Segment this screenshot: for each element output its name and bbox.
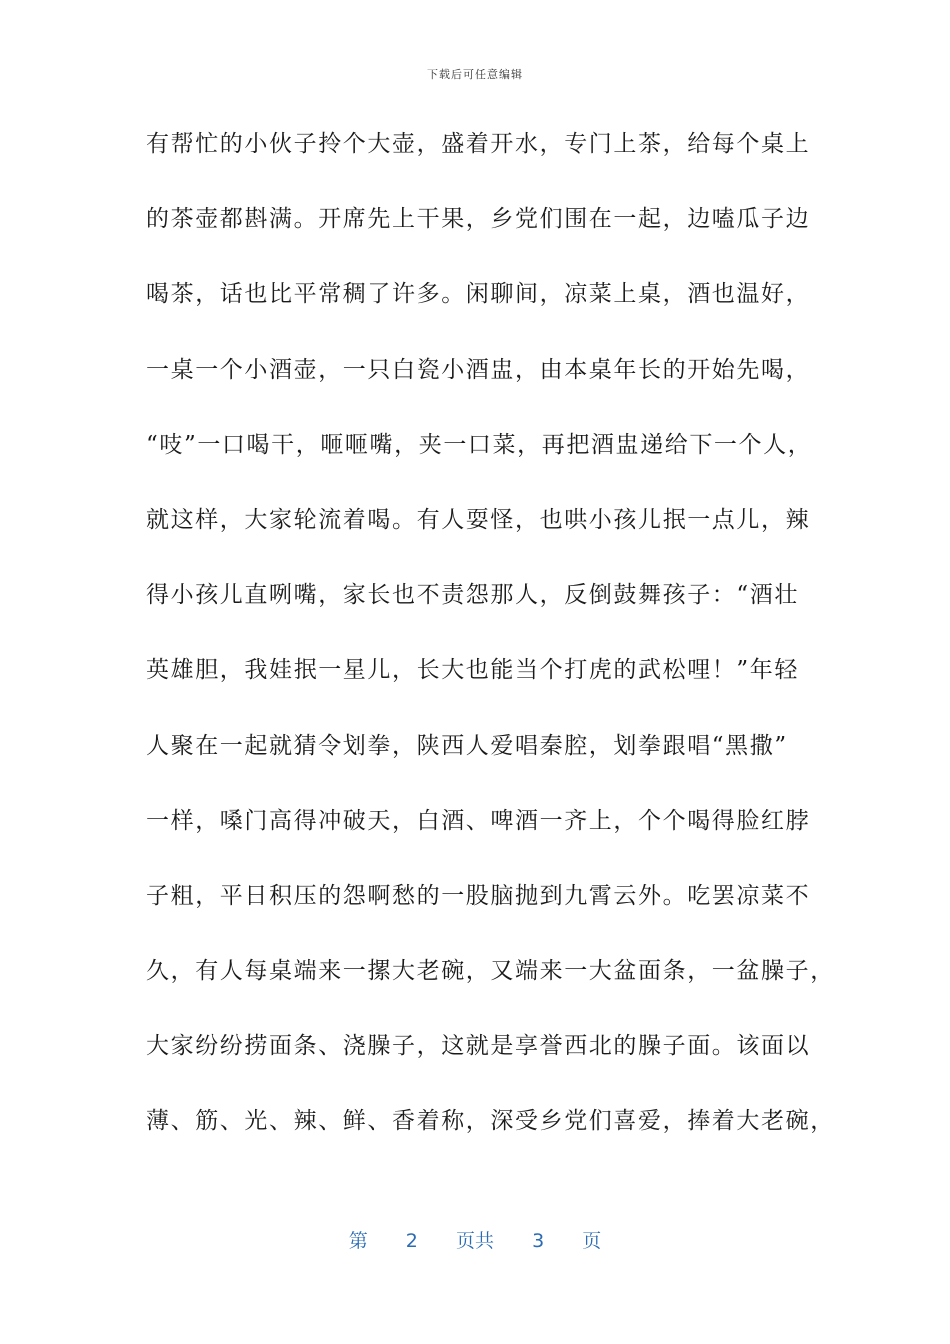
text-line: 大家纷纷捞面条、浇臊子，这就是享誉西北的臊子面。该面以	[146, 1033, 811, 1060]
text-line: 一桌一个小酒壶，一只白瓷小酒盅，由本桌年长的开始先喝，	[146, 356, 811, 383]
footer-total-pages: 3	[532, 1230, 545, 1252]
footer-middle: 页共	[455, 1230, 494, 1252]
text-line: 的茶壶都斟满。开席先上干果，乡党们围在一起，边嗑瓜子边	[146, 206, 811, 233]
text-line: 子粗，平日积压的怨啊愁的一股脑抛到九霄云外。吃罢凉菜不	[146, 882, 811, 909]
footer-suffix: 页	[582, 1230, 602, 1252]
text-line: 就这样，大家轮流着喝。有人耍怪，也哄小孩儿抿一点儿，辣	[146, 506, 811, 533]
text-line: 人聚在一起就猜令划拳，陕西人爱唱秦腔，划拳跟唱“黑撒”	[146, 732, 788, 759]
text-line: 英雄胆，我娃抿一星儿，长大也能当个打虎的武松哩！”年轻	[146, 657, 799, 684]
text-line: 薄、筋、光、辣、鲜、香着称，深受乡党们喜爱，捧着大老碗，	[146, 1108, 835, 1135]
text-line: 得小孩儿直咧嘴，家长也不责怨那人，反倒鼓舞孩子：“酒壮	[146, 582, 799, 609]
text-line: 喝茶，话也比平常稠了许多。闲聊间，凉菜上桌，酒也温好，	[146, 281, 811, 308]
text-line: 一样，嗓门高得冲破天，白酒、啤酒一齐上，个个喝得脸红脖	[146, 807, 811, 834]
document-body	[146, 122, 835, 1175]
footer-prefix: 第	[348, 1230, 368, 1252]
text-line: 久，有人每桌端来一摞大老碗，又端来一大盆面条，一盆臊子，	[146, 958, 835, 985]
footer-current-page: 2	[405, 1230, 418, 1252]
text-line: “吱”一口喝干，咂咂嘴，夹一口菜，再把酒盅递给下一个人，	[146, 431, 813, 458]
page-footer	[0, 1226, 950, 1253]
text-line: 有帮忙的小伙子拎个大壶，盛着开水，专门上茶，给每个桌上	[146, 131, 811, 157]
page-header: 下载后可任意编辑	[427, 68, 523, 81]
